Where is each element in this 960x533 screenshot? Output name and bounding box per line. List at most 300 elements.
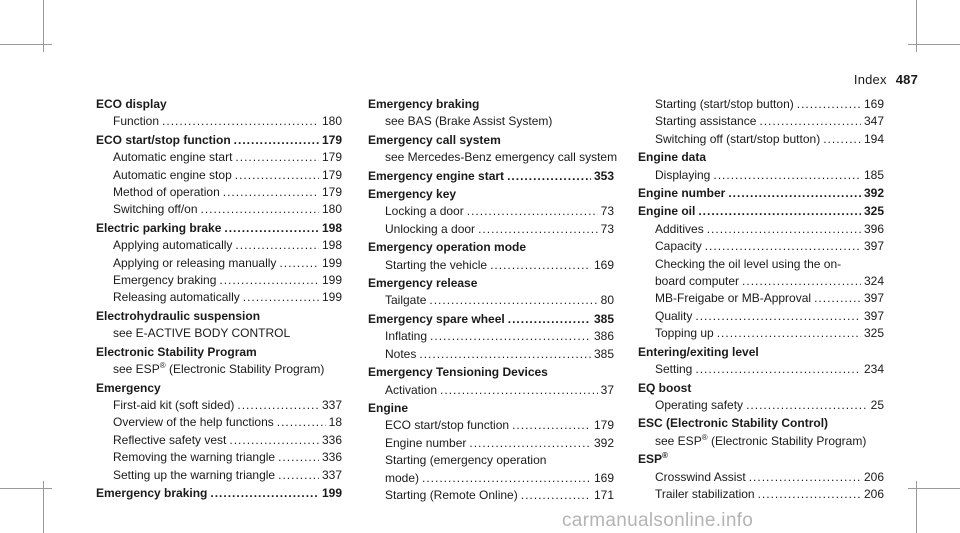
sub-entry [638, 131, 884, 148]
crop-mark [0, 488, 52, 489]
registered-mark: ® [159, 361, 166, 371]
sub-entry-label: see E-ACTIVE BODY CONTROL [113, 326, 291, 341]
entry-title-text: Emergency operation mode [368, 240, 527, 255]
entry-title [368, 168, 504, 185]
sub-entry-label: Additives [655, 221, 704, 236]
page-ref: 199 [321, 485, 342, 500]
sub-entry [368, 382, 614, 399]
page-ref: 206 [863, 486, 884, 501]
sub-entry-label: Switching off (start/stop button) [655, 131, 821, 146]
entry-title [96, 220, 221, 237]
page-ref: 198 [321, 238, 342, 253]
sub-entry-label: Displaying [655, 167, 711, 182]
sub-entry [638, 397, 884, 414]
entry-title [96, 485, 207, 502]
entry-title [96, 96, 167, 113]
sub-entry [96, 397, 342, 414]
sub-entry-label: Engine number [385, 435, 467, 450]
sub-entry-text [655, 290, 811, 307]
see-ref-text: see ESP [655, 433, 702, 448]
sub-entry-text [113, 325, 290, 342]
sub-entry-text [385, 113, 552, 130]
sub-entry-text [385, 292, 426, 309]
dot-leader [508, 311, 591, 328]
page-ref: 73 [600, 221, 614, 236]
sub-entry-label: Emergency braking [113, 273, 217, 288]
dot-leader [707, 221, 861, 238]
entry-title-text: Emergency [96, 380, 161, 395]
index-entry [638, 185, 884, 202]
page-ref: 37 [600, 382, 614, 397]
sub-entry-continuation [638, 273, 884, 290]
sub-entry-text [113, 184, 220, 201]
sub-entry-label: Notes [385, 346, 417, 361]
sub-entry [368, 346, 614, 363]
entry-heading [96, 96, 342, 113]
sub-entry [638, 167, 884, 184]
entry-heading [368, 400, 614, 417]
entry-heading [368, 132, 614, 149]
sub-entry-label: Overview of the help functions [113, 415, 274, 430]
sub-entry-text [385, 435, 466, 452]
crop-mark [43, 0, 44, 52]
sub-entry [96, 184, 342, 201]
sub-entry-text [655, 113, 756, 130]
crop-mark [916, 481, 917, 533]
page-ref: 169 [863, 97, 884, 111]
entry-title-text: Electrohydraulic suspension [96, 308, 261, 323]
sub-entry-label: Operating safety [655, 397, 744, 412]
entry-title [96, 344, 257, 361]
sub-entry-label: mode) [385, 470, 420, 485]
dot-leader [746, 397, 868, 414]
dot-leader [814, 290, 861, 307]
entry-title [96, 380, 161, 397]
page-ref: 199 [321, 273, 342, 288]
dot-leader [695, 361, 861, 378]
entry-heading [638, 203, 884, 220]
sub-entry [638, 433, 884, 450]
dot-leader [234, 132, 319, 149]
entry-title-text: ESP [638, 452, 663, 467]
sub-entry-label: Automatic engine start [113, 150, 233, 165]
page-ref: 169 [593, 257, 614, 272]
index-entry [638, 451, 884, 503]
dot-leader [759, 113, 861, 130]
entry-title-text: Entering/exiting level [638, 344, 759, 359]
page-number: 487 [895, 72, 918, 87]
sub-entry-text [655, 221, 704, 238]
dot-leader [490, 257, 591, 274]
dot-leader [728, 185, 861, 202]
entry-title [368, 400, 408, 417]
sub-entry-label: Crosswind Assist [655, 469, 746, 484]
entry-title-text: Emergency key [368, 187, 457, 202]
entry-heading [368, 96, 614, 113]
dot-leader [440, 382, 598, 399]
sub-entry-label: Checking the oil level using the on- [655, 256, 842, 271]
page-ref: 392 [863, 186, 884, 201]
see-ref-text: see ESP [113, 362, 160, 377]
entry-heading [368, 275, 614, 292]
page-ref: 234 [863, 362, 884, 377]
sub-entry [638, 290, 884, 307]
entry-title [638, 185, 725, 202]
sub-entry-label: Setting [655, 362, 693, 377]
sub-entry-label: see Mercedes-Benz emergency call system [385, 150, 618, 165]
page-ref: 179 [321, 150, 342, 165]
sub-entry-text [113, 414, 274, 431]
sub-entry-label: Removing the warning triangle [113, 450, 276, 465]
page-ref: 80 [600, 293, 614, 308]
page-ref: 179 [321, 132, 342, 147]
index-entry [368, 168, 614, 185]
sub-entry-text [113, 272, 216, 289]
sub-entry-text [385, 257, 487, 274]
sub-entry-text [655, 308, 692, 325]
page-ref: 347 [863, 114, 884, 129]
sub-entry [638, 469, 884, 486]
index-column-3 [638, 96, 884, 504]
entry-heading [368, 364, 614, 381]
sub-entry-label: Activation [385, 382, 438, 397]
entry-title-text: Emergency release [368, 276, 478, 291]
entry-title [368, 275, 477, 292]
entry-heading [638, 344, 884, 361]
page-ref: 180 [321, 114, 342, 129]
dot-leader [521, 487, 591, 504]
entry-title [638, 149, 706, 166]
sub-entry-label: Unlocking a door [385, 221, 476, 236]
page-ref: 179 [321, 167, 342, 182]
sub-entry [96, 272, 342, 289]
index-entry [638, 415, 884, 450]
entry-title-text: Emergency engine start [368, 168, 505, 183]
entry-title [638, 344, 759, 361]
entry-title [638, 451, 668, 468]
sub-entry-text [385, 382, 437, 399]
index-entry [638, 149, 884, 184]
entry-heading [638, 451, 884, 468]
page-ref: 179 [321, 185, 342, 200]
sub-entry [638, 486, 884, 503]
sub-entry-label: Applying automatically [113, 238, 233, 253]
page-ref: 179 [593, 418, 614, 433]
dot-leader [749, 469, 861, 486]
dot-leader [507, 168, 591, 185]
sub-entry-label: Applying or releasing manually [113, 255, 277, 270]
sub-entry-label: Trailer stabilization [655, 486, 755, 501]
page-ref: 396 [863, 221, 884, 236]
sub-entry-text [655, 397, 743, 414]
entry-title [638, 380, 691, 397]
dot-leader [277, 414, 326, 431]
entry-heading [638, 415, 884, 432]
sub-entry-text [385, 417, 509, 434]
page-header [854, 72, 918, 87]
page-ref: 336 [321, 450, 342, 465]
page-ref: 337 [321, 467, 342, 482]
entry-heading [368, 311, 614, 328]
sub-entry [96, 255, 342, 272]
dot-leader [698, 203, 861, 220]
dot-leader [210, 485, 319, 502]
index-entry [368, 96, 614, 131]
dot-leader [422, 470, 591, 487]
page-ref: 169 [593, 470, 614, 485]
sub-entry-text [655, 131, 820, 148]
sub-entry-label: Method of operation [113, 185, 220, 200]
index-entry [368, 364, 614, 399]
sub-entry [368, 328, 614, 345]
sub-entry-label: Starting (Remote Online) [385, 487, 518, 502]
dot-leader [695, 308, 861, 325]
sub-entry-text [113, 167, 232, 184]
dot-leader [278, 467, 319, 484]
dot-leader [469, 435, 591, 452]
sub-entry-label: Automatic engine stop [113, 167, 232, 182]
dot-leader [823, 131, 861, 148]
entry-title [368, 311, 505, 328]
sub-entry [96, 237, 342, 254]
sub-entry-text [385, 346, 416, 363]
entry-title [638, 203, 695, 220]
index-entry [96, 344, 342, 379]
crop-mark [43, 481, 44, 533]
entry-title [96, 132, 231, 149]
dot-leader [219, 272, 319, 289]
page-ref: 199 [321, 255, 342, 270]
sub-entry-text [113, 397, 234, 414]
sub-entry-label: MB-Freigabe or MB-Approval [655, 291, 812, 306]
entry-title-text: Electronic Stability Program [96, 344, 257, 359]
entry-title-text: Emergency Tensioning Devices [368, 365, 548, 380]
page-ref: 180 [321, 202, 342, 217]
entry-heading [368, 239, 614, 256]
entry-title-text: Engine [368, 400, 409, 415]
sub-entry-text [655, 361, 692, 378]
sub-entry-label: First-aid kit (soft sided) [113, 397, 235, 412]
page-ref: 392 [593, 435, 614, 450]
sub-entry-label: see BAS (Brake Assist System) [385, 114, 553, 129]
entry-heading [96, 344, 342, 361]
sub-entry-label: Setting up the warning triangle [113, 467, 276, 482]
index-entry [96, 380, 342, 484]
index-entry [368, 311, 614, 363]
dot-leader [278, 449, 319, 466]
dot-leader [429, 292, 597, 309]
page-ref: 324 [863, 274, 884, 289]
index-entry [96, 96, 342, 131]
registered-mark: ® [662, 451, 668, 461]
sub-entry [638, 221, 884, 238]
sub-entry [368, 149, 618, 166]
sub-entry [368, 203, 614, 220]
sub-entry [368, 452, 614, 469]
sub-entry-label: ECO start/stop function [385, 418, 510, 433]
sub-entry-text [655, 238, 702, 255]
sub-entry-label: Starting (start/stop button) [655, 97, 794, 111]
sub-entry-label: Inflating [385, 329, 428, 344]
sub-entry-text [113, 255, 276, 272]
entry-heading [96, 220, 342, 237]
dot-leader [512, 417, 591, 434]
page-ref: 18 [328, 415, 342, 430]
sub-entry-text [655, 486, 755, 503]
entry-title-text: Emergency spare wheel [368, 311, 505, 326]
entry-title-text: Electric parking brake [96, 220, 222, 235]
sub-entry-label: Starting (emergency operation [385, 453, 547, 468]
section-title: Index [853, 72, 887, 87]
sub-entry [368, 113, 614, 130]
sub-entry-label: Switching off/on [113, 202, 198, 217]
sub-entry-text [385, 221, 475, 238]
page-ref: 397 [863, 239, 884, 254]
sub-entry [368, 292, 614, 309]
sub-entry [96, 414, 342, 431]
page-ref: 199 [321, 290, 342, 305]
page-ref: 73 [600, 204, 614, 219]
dot-leader [224, 220, 319, 237]
sub-entry [638, 96, 884, 113]
sub-entry [96, 113, 342, 130]
sub-entry-text [655, 325, 714, 342]
sub-entry [96, 289, 342, 306]
sub-entry-text [113, 201, 198, 218]
sub-entry [96, 449, 342, 466]
sub-entry [96, 167, 342, 184]
entry-title-text: Emergency braking [96, 485, 208, 500]
sub-entry [638, 325, 884, 342]
sub-entry-text [113, 432, 226, 449]
index-entry [96, 132, 342, 219]
sub-entry-label: Function [113, 114, 160, 129]
sub-entry-text [385, 328, 427, 345]
entry-heading [96, 132, 342, 149]
entry-title-text: Engine number [638, 186, 726, 201]
page-ref: 337 [321, 397, 342, 412]
dot-leader [419, 346, 591, 363]
entry-heading [368, 168, 614, 185]
index-entry [96, 220, 342, 307]
sub-entry-label: Locking a door [385, 204, 464, 219]
page-ref: 397 [863, 291, 884, 306]
sub-entry-label: Starting assistance [655, 114, 757, 129]
index-entry [368, 132, 618, 167]
entry-heading [638, 185, 884, 202]
sub-entry-text [385, 487, 518, 504]
dot-leader [742, 273, 861, 290]
sub-entry-text [113, 449, 275, 466]
sub-entry-text [113, 113, 159, 130]
entry-heading [96, 308, 342, 325]
entry-title-text: Engine oil [638, 204, 696, 219]
sub-entry [96, 149, 342, 166]
entry-title-text: Engine data [638, 150, 707, 165]
dot-leader [235, 149, 319, 166]
dot-leader [201, 201, 319, 218]
entry-heading [96, 485, 342, 502]
sub-entry [96, 325, 342, 342]
dot-leader [478, 221, 598, 238]
dot-leader [223, 184, 319, 201]
sub-entry-text [655, 433, 866, 450]
page-ref: 353 [593, 168, 614, 183]
entry-title [368, 239, 526, 256]
entry-title-text: ESC (Electronic Stability Control) [638, 416, 829, 431]
sub-entry [368, 221, 614, 238]
page-ref: 171 [593, 487, 614, 502]
dot-leader [713, 167, 861, 184]
index-entry [96, 308, 342, 343]
index-entry [368, 400, 614, 504]
sub-entry-text [113, 289, 240, 306]
entry-title-text: ECO display [96, 97, 167, 111]
index-entry [368, 239, 614, 274]
dot-leader [162, 113, 319, 130]
page-ref: 386 [593, 329, 614, 344]
page-ref: 385 [593, 346, 614, 361]
dot-leader [235, 167, 319, 184]
sub-entry-text [655, 96, 794, 113]
entry-title [368, 186, 456, 203]
page-ref: 25 [870, 397, 884, 412]
dot-leader [243, 289, 319, 306]
page-ref: 194 [863, 131, 884, 146]
entry-title [638, 415, 828, 432]
sub-entry [638, 361, 884, 378]
sub-entry [96, 432, 342, 449]
dot-leader [235, 237, 319, 254]
sub-entry [96, 201, 342, 218]
dot-leader [229, 432, 319, 449]
dot-leader [430, 328, 591, 345]
watermark: carmanualsonline.info [562, 510, 754, 531]
sub-entry [638, 238, 884, 255]
sub-entry-text [113, 237, 232, 254]
sub-entry-label: Releasing automatically [113, 290, 240, 305]
crop-mark [916, 0, 917, 52]
entry-heading [96, 380, 342, 397]
dot-leader [717, 325, 861, 342]
entry-title [96, 308, 260, 325]
page-ref: 325 [863, 204, 884, 219]
sub-entry-text [385, 452, 546, 469]
entry-title-text: ECO start/stop function [96, 132, 231, 147]
dot-leader [237, 397, 319, 414]
sub-entry-label: Tailgate [385, 293, 427, 308]
sub-entry [638, 113, 884, 130]
sub-entry [96, 467, 342, 484]
sub-entry [638, 256, 884, 273]
index-entry [96, 485, 342, 502]
see-ref-text: (Electronic Stability Program) [165, 362, 325, 377]
page-ref: 206 [863, 469, 884, 484]
see-ref-text: (Electronic Stability Program) [707, 433, 867, 448]
sub-entry-label: Reflective safety vest [113, 432, 227, 447]
entry-title [368, 364, 548, 381]
dot-leader [467, 203, 598, 220]
sub-entry-label: Topping up [655, 326, 714, 341]
entry-heading [638, 380, 884, 397]
sub-entry-text [113, 361, 324, 378]
sub-entry [638, 308, 884, 325]
sub-entry [96, 361, 342, 378]
sub-entry-label: board computer [655, 274, 740, 289]
entry-heading [368, 186, 614, 203]
crop-mark [0, 44, 52, 45]
sub-entry-label: Quality [655, 308, 693, 323]
